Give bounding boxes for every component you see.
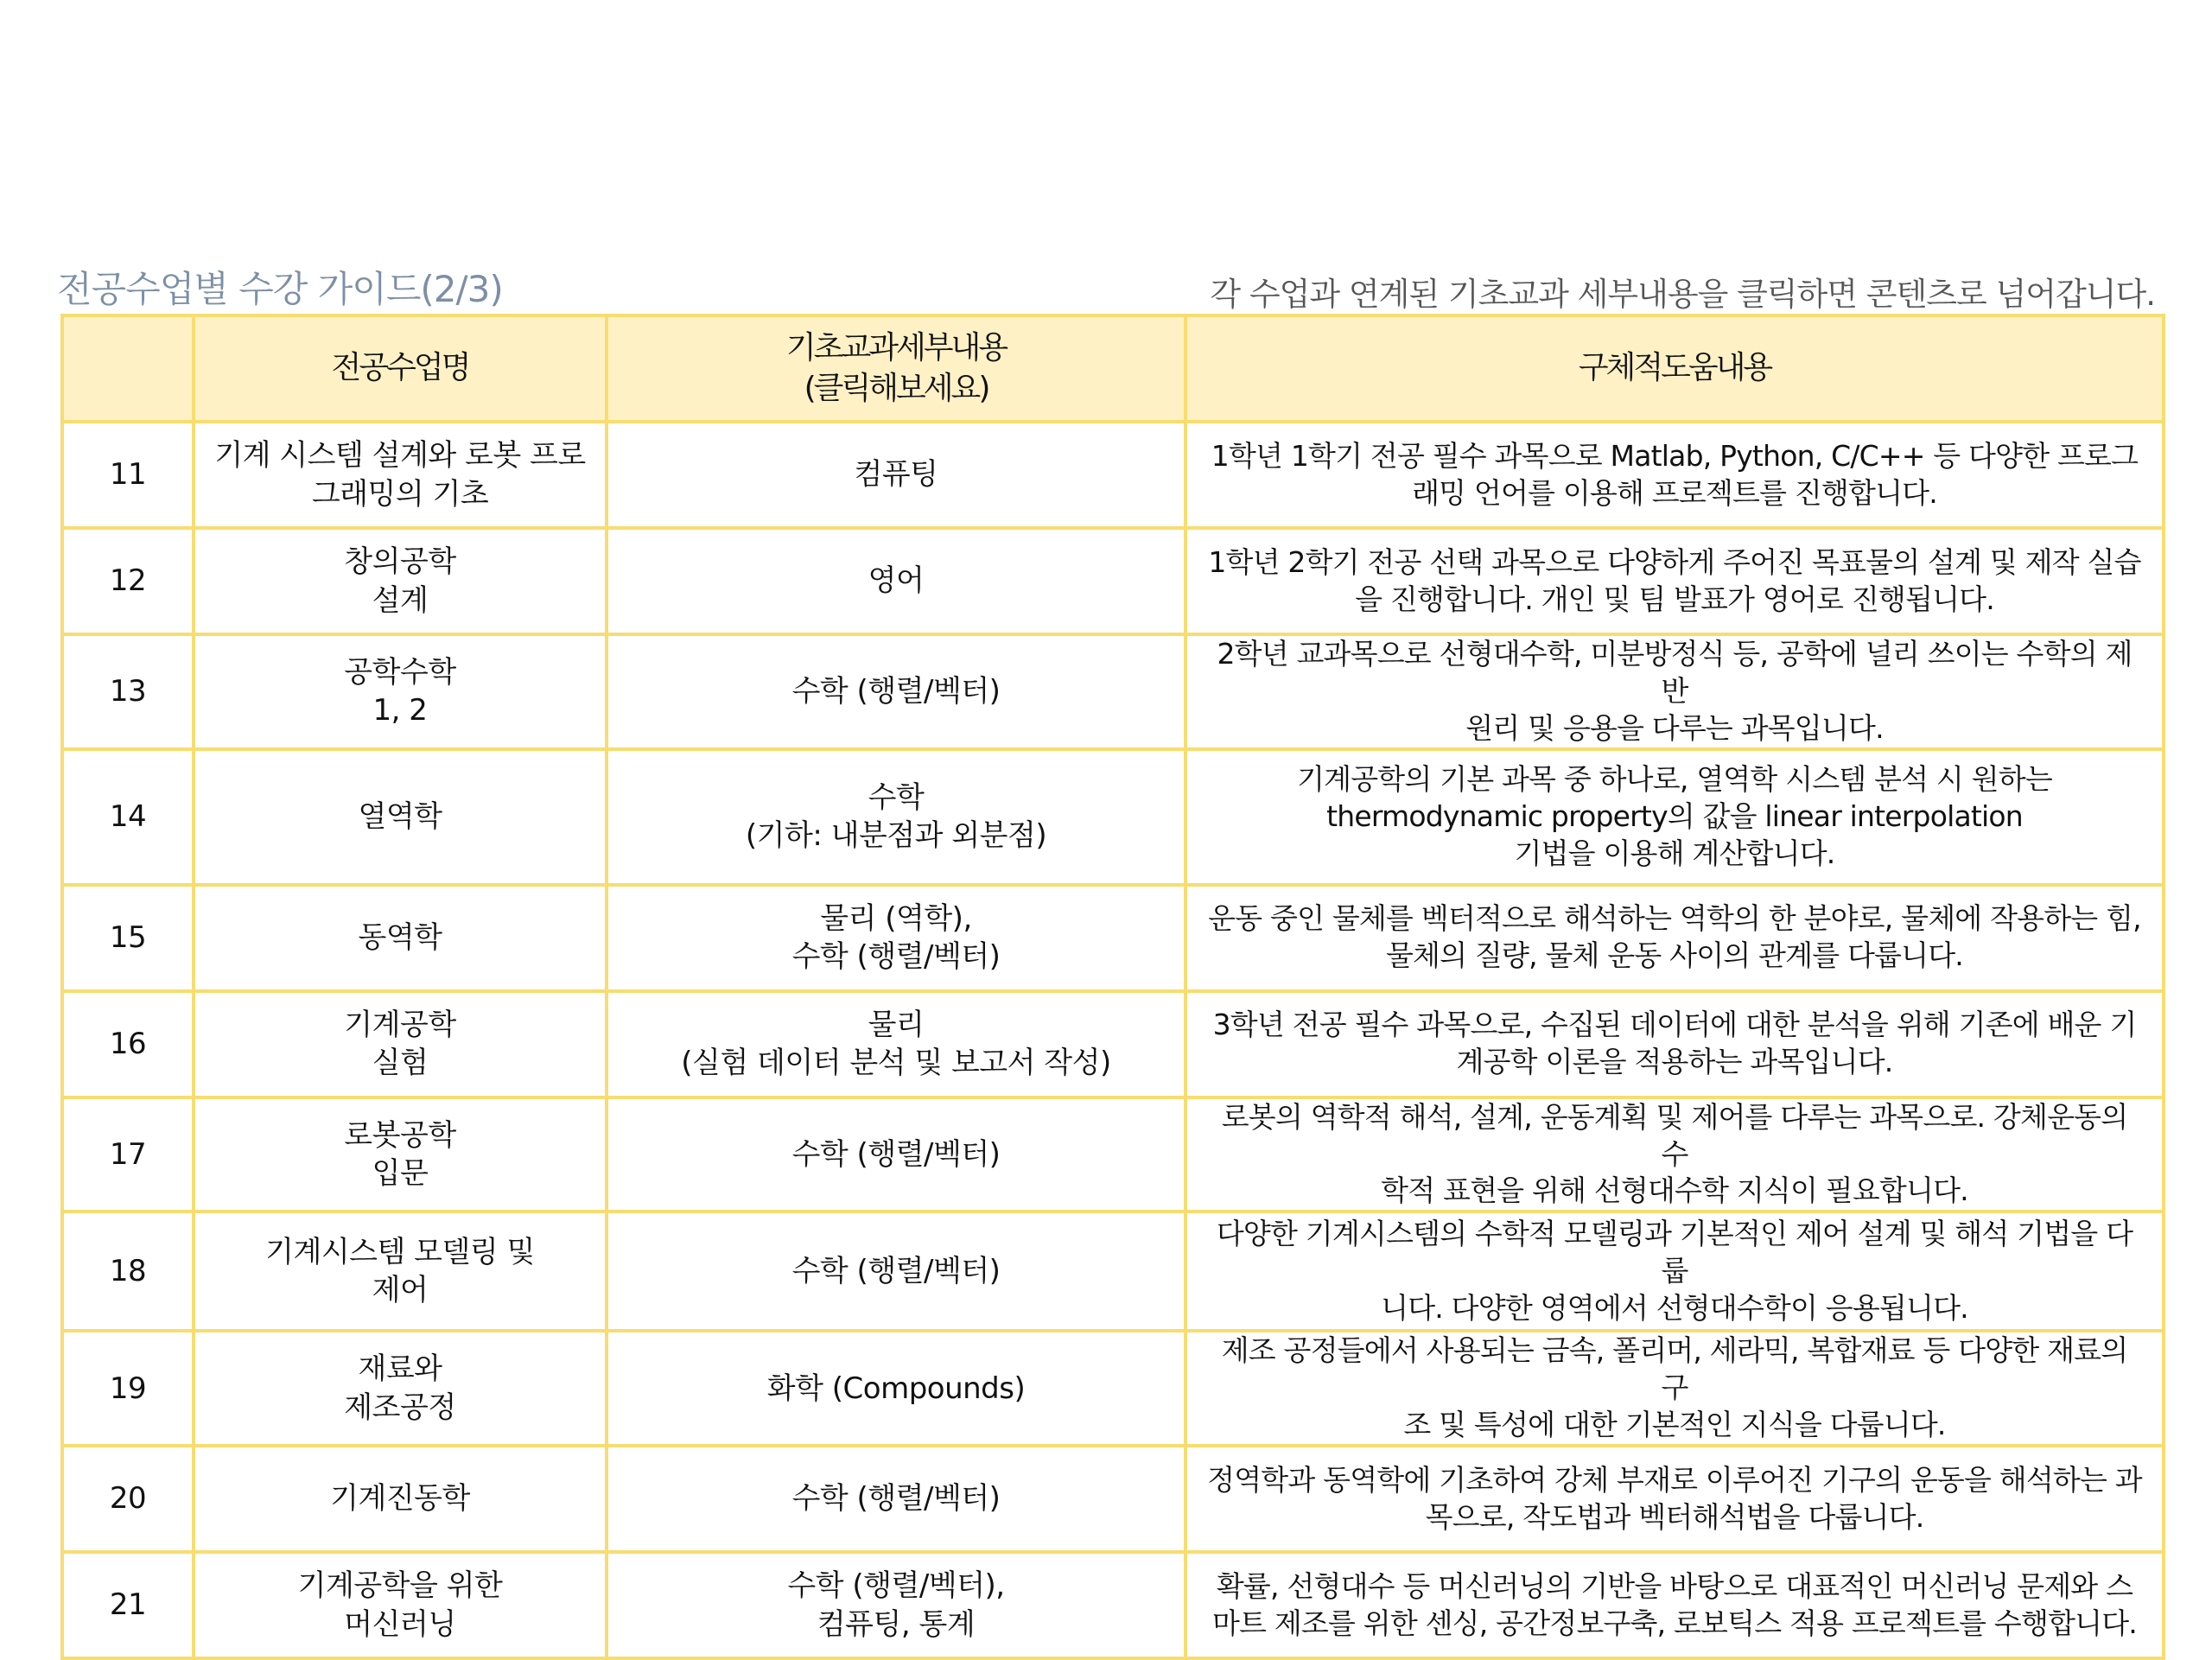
basic-content-link[interactable]: 수학 (행렬/벡터): [791, 1481, 1001, 1517]
help-content-line: 원리 및 응용을 다루는 과목입니다.: [1465, 710, 1884, 745]
help-content-line: 학적 표현을 위해 선형대수학 지식이 필요합니다.: [1381, 1173, 1968, 1208]
table-row: [62, 749, 2164, 885]
header-help-content: 구체적도움내용: [1185, 315, 2164, 422]
help-content-cell: [1185, 422, 2164, 528]
course-guide-table: [60, 314, 2165, 1660]
row-number: 18: [62, 1212, 194, 1331]
help-content-line: 1학년 1학기 전공 필수 과목으로 Matlab, Python, C/C++ 등 다양한 프로그: [1211, 438, 2139, 473]
page-title: 전공수업별 수강 가이드(2/3): [57, 268, 503, 310]
basic-content-link[interactable]: 수학: [868, 779, 925, 815]
table-row: [62, 422, 2164, 528]
table-header: [62, 315, 2164, 422]
help-content-cell: [1185, 749, 2164, 885]
help-content-line: 다양한 기계시스템의 수학적 모델링과 기본적인 제어 설계 및 해석 기법을 다룹: [1216, 1217, 2133, 1288]
help-content-line: 물체의 질량, 물체 운동 사이의 관계를 다룹니다.: [1385, 938, 1963, 973]
help-content-line: 3학년 전공 필수 과목으로, 수집된 데이터에 대한 분석을 위해 기존에 배운 기: [1212, 1008, 2137, 1042]
course-name-cell: [194, 749, 607, 885]
help-content-line: 제조 공정들에서 사용되는 금속, 폴리머, 세라믹, 복합재료 등 다양한 재료의 구: [1221, 1333, 2128, 1405]
course-name-cell: [194, 1446, 607, 1552]
course-name-line: 제조공정: [344, 1390, 456, 1425]
basic-content-link[interactable]: 수학 (행렬/벡터): [791, 1136, 1001, 1172]
course-name-cell: [194, 1212, 607, 1331]
row-number: 19: [62, 1331, 194, 1446]
basic-content-link-cell[interactable]: [607, 1552, 1185, 1658]
basic-content-link-cell[interactable]: [607, 885, 1185, 991]
table-row: [62, 991, 2164, 1097]
basic-content-link-cell[interactable]: [607, 1212, 1185, 1331]
help-content-line: 조 및 특성에 대한 기본적인 지식을 다룹니다.: [1403, 1408, 1946, 1442]
header-basic-content: [607, 315, 1185, 422]
help-content-line: 1학년 2학기 전공 선택 과목으로 다양하게 주어진 목표물의 설계 및 제작 실습: [1208, 544, 2141, 579]
row-number: 16: [62, 991, 194, 1097]
row-number: 17: [62, 1097, 194, 1212]
header-basic-content-label: 기초교과세부내용: [785, 329, 1007, 366]
help-content-cell: [1185, 885, 2164, 991]
page-hint: 각 수업과 연계된 기초교과 세부내용을 클릭하면 콘텐츠로 넘어갑니다.: [1210, 276, 2155, 313]
row-number: 15: [62, 885, 194, 991]
help-content-line: thermodynamic property의 값을 linear interpolation: [1326, 798, 2023, 833]
help-content-line: 로봇의 역학적 해석, 설계, 운동계획 및 제어를 다루는 과목으로. 강체운동의 수: [1221, 1099, 2128, 1171]
help-content-cell: [1185, 991, 2164, 1097]
basic-content-link-cell[interactable]: [607, 1446, 1185, 1552]
row-number: 21: [62, 1552, 194, 1658]
help-content-cell: [1185, 1552, 2164, 1658]
basic-content-link[interactable]: 컴퓨팅: [854, 457, 938, 493]
course-name-line: 제어: [372, 1273, 429, 1308]
help-content-cell: [1185, 1446, 2164, 1552]
table-row: [62, 1097, 2164, 1212]
basic-content-link-cell[interactable]: [607, 528, 1185, 634]
course-name-line: 설계: [372, 582, 429, 618]
course-name-line: 재료와: [358, 1352, 442, 1387]
help-content-line: 운동 중인 물체를 벡터적으로 해석하는 역학의 한 분야로, 물체에 작용하는 힘,: [1208, 901, 2141, 936]
help-content-line: 래밍 언어를 이용해 프로젝트를 진행합니다.: [1412, 475, 1937, 510]
course-name-line: 기계시스템 모델링 및: [265, 1235, 535, 1270]
course-name-line: 실험: [372, 1046, 429, 1081]
basic-content-link[interactable]: (기하: 내분점과 외분점): [745, 818, 1047, 854]
table-row: [62, 528, 2164, 634]
row-number: 13: [62, 634, 194, 749]
table-row: [62, 1331, 2164, 1446]
row-number: 12: [62, 528, 194, 634]
course-name-cell: [194, 1552, 607, 1658]
help-content-line: 2학년 교과목으로 선형대수학, 미분방정식 등, 공학에 널리 쓰이는 수학의 제반: [1217, 637, 2133, 708]
course-name-cell: [194, 1331, 607, 1446]
basic-content-link-cell[interactable]: [607, 1097, 1185, 1212]
help-content-cell: [1185, 634, 2164, 749]
help-content-line: 계공학 이론을 적용하는 과목입니다.: [1456, 1045, 1893, 1079]
help-content-line: 마트 제조를 위한 센싱, 공간정보구축, 로보틱스 적용 프로젝트를 수행합니다.: [1211, 1606, 2137, 1640]
basic-content-link[interactable]: 수학 (행렬/벡터): [791, 939, 1001, 975]
course-name-line: 입문: [372, 1156, 429, 1191]
course-name-line: 기계진동학: [330, 1481, 470, 1517]
course-name-cell: [194, 885, 607, 991]
help-content-cell: [1185, 1212, 2164, 1331]
course-name-cell: [194, 1097, 607, 1212]
basic-content-link[interactable]: 화학 (Compounds): [766, 1371, 1026, 1406]
basic-content-link[interactable]: 수학 (행렬/벡터): [791, 674, 1001, 709]
help-content-line: 을 진행합니다. 개인 및 팀 발표가 영어로 진행됩니다.: [1355, 582, 1994, 616]
basic-content-link[interactable]: (실험 데이터 분석 및 보고서 작성): [681, 1046, 1111, 1081]
course-name-line: 그래밍의 기초: [311, 476, 489, 512]
help-content-cell: [1185, 1331, 2164, 1446]
basic-content-link[interactable]: 수학 (행렬/벡터): [791, 1254, 1001, 1289]
row-number: 11: [62, 422, 194, 528]
help-content-line: 목으로, 작도법과 벡터해석법을 다룹니다.: [1425, 1499, 1924, 1534]
basic-content-link[interactable]: 영어: [868, 563, 925, 599]
table-row: [62, 634, 2164, 749]
header-number: [62, 315, 194, 422]
help-content-line: 기계공학의 기본 과목 중 하나로, 열역학 시스템 분석 시 원하는: [1297, 761, 2052, 796]
header-basic-content-hint: (클릭해보세요): [804, 370, 988, 406]
basic-content-link[interactable]: 컴퓨팅, 통계: [817, 1606, 976, 1642]
header-course-name: 전공수업명: [194, 315, 607, 422]
help-content-cell: [1185, 528, 2164, 634]
course-name-line: 공학수학: [344, 655, 456, 690]
course-name-cell: [194, 634, 607, 749]
header-row: [62, 315, 2164, 422]
course-name-line: 기계 시스템 설계와 로봇 프로: [214, 438, 586, 474]
help-content-line: 확률, 선형대수 등 머신러닝의 기반을 바탕으로 대표적인 머신러닝 문제와 스: [1216, 1568, 2133, 1603]
basic-content-link-cell[interactable]: [607, 749, 1185, 885]
help-content-line: 기법을 이용해 계산합니다.: [1514, 836, 1835, 870]
course-name-cell: [194, 991, 607, 1097]
help-content-cell: [1185, 1097, 2164, 1212]
basic-content-link[interactable]: 물리: [868, 1007, 925, 1042]
basic-content-link-cell[interactable]: [607, 422, 1185, 528]
basic-content-link[interactable]: 물리 (역학),: [820, 900, 972, 936]
course-name-line: 동역학: [358, 920, 442, 956]
table-body: [62, 422, 2164, 1658]
course-name-line: 1, 2: [372, 693, 428, 728]
table-row: [62, 1446, 2164, 1552]
course-name-line: 기계공학을 위한: [297, 1568, 503, 1604]
course-name-line: 머신러닝: [344, 1606, 456, 1642]
help-content-line: 니다. 다양한 영역에서 선형대수학이 응용됩니다.: [1381, 1290, 1968, 1325]
course-name-line: 창의공학: [344, 544, 456, 580]
table-row: [62, 1552, 2164, 1658]
row-number: 14: [62, 749, 194, 885]
course-name-line: 열역학: [358, 799, 442, 835]
basic-content-link-cell[interactable]: [607, 1331, 1185, 1446]
course-name-line: 로봇공학: [344, 1117, 456, 1153]
basic-content-link-cell[interactable]: [607, 991, 1185, 1097]
course-name-cell: [194, 422, 607, 528]
basic-content-link[interactable]: 수학 (행렬/벡터),: [787, 1568, 1005, 1604]
course-name-line: 기계공학: [344, 1007, 456, 1042]
basic-content-link-cell[interactable]: [607, 634, 1185, 749]
course-name-cell: [194, 528, 607, 634]
help-content-line: 정역학과 동역학에 기초하여 강체 부재로 이루어진 기구의 운동을 해석하는 과: [1207, 1462, 2142, 1497]
table-row: [62, 885, 2164, 991]
table-row: [62, 1212, 2164, 1331]
row-number: 20: [62, 1446, 194, 1552]
